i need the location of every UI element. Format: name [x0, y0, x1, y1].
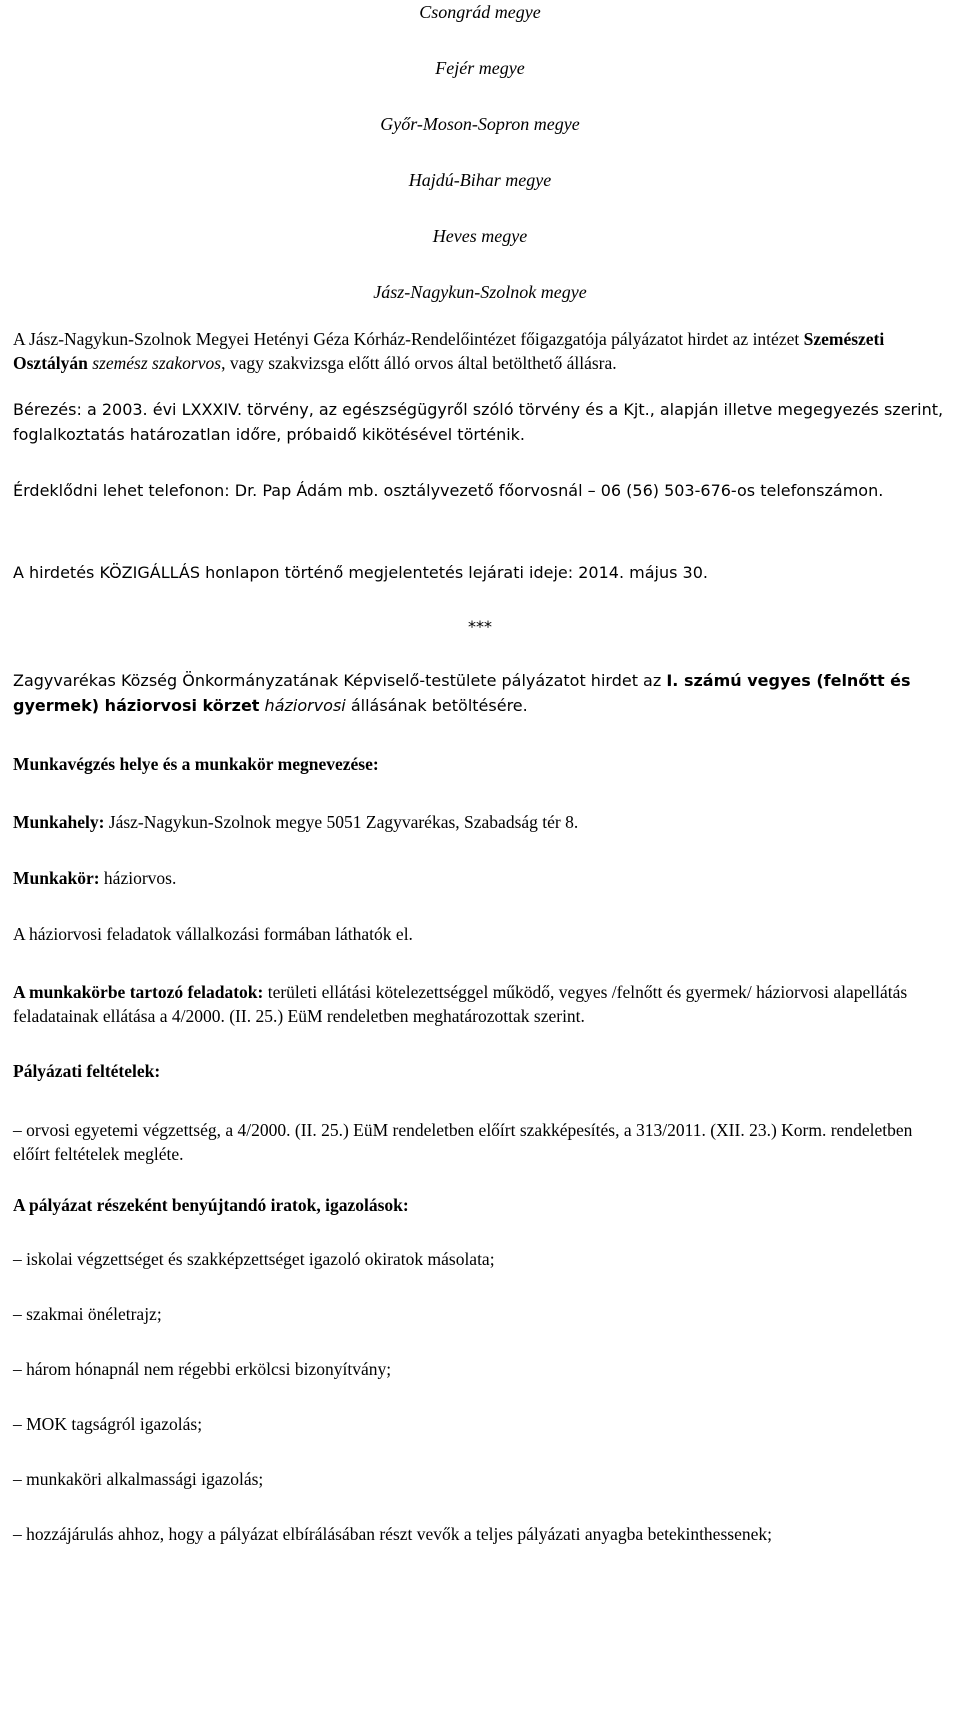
workplace-value: Jász-Nagykun-Szolnok megye 5051 Zagyvarékas, Szabadság tér 8. — [104, 812, 579, 832]
ad1-expiry-paragraph: A hirdetés KÖZIGÁLLÁS honlapon történő megjelentetés lejárati ideje: 2014. május 30. — [13, 563, 708, 582]
ad1-pay-law: törvény, az egészségügyről szóló törvény és a Kjt. — [247, 400, 650, 419]
ad1-position: szemész szakorvos — [92, 353, 222, 373]
ad2-district: I. számú vegyes (felnőtt és gyermek) háziorvosi körzet — [13, 671, 911, 715]
document-item: – hozzájárulás ahhoz, hogy a pályázat elbírálásában részt vevők a teljes pályázati anyagba betekinthessenek; — [13, 1524, 772, 1544]
workplace-label: Munkahely: — [13, 812, 105, 832]
section-heading-documents: A pályázat részeként benyújtandó iratok, igazolások: — [13, 1195, 409, 1215]
job-value: háziorvos. — [99, 868, 177, 888]
ad2-outro-text: állásának betöltésére. — [345, 696, 528, 715]
ad1-rest-text: , vagy szakvizsga előtt álló orvos által betölthető állásra. — [221, 353, 617, 373]
ad2-position: háziorvosi — [264, 696, 346, 715]
separator: *** — [468, 617, 492, 636]
ad1-contact-paragraph: Érdeklődni lehet telefonon: Dr. Pap Ádám mb. osztályvezető főorvosnál – 06 (56) 503-676-os telefonszámon. — [13, 481, 884, 500]
county-heading: Heves megye — [432, 226, 528, 246]
county-heading: Jász-Nagykun-Szolnok megye — [373, 282, 587, 302]
ad1-intro-text: A Jász-Nagykun-Szolnok Megyei Hetényi Géza Kórház-Rendelőintézet főigazgatója pályázatot hirdet az intézet — [13, 329, 804, 349]
job-label: Munkakör: — [13, 868, 100, 888]
ad2-intro-paragraph — [13, 668, 948, 718]
tasks-value: területi ellátási kötelezettséggel működő, vegyes /felnőtt és gyermek/ háziorvosi alapellátás feladatainak ellátása a 4/2000. (II. 25.) EüM rendeletben meghatározottak szerint. — [13, 982, 908, 1026]
document-item: – munkaköri alkalmassági igazolás; — [13, 1469, 264, 1489]
section-heading-conditions: Pályázati feltételek: — [13, 1061, 161, 1081]
tasks-paragraph — [13, 980, 948, 1028]
county-heading: Győr-Moson-Sopron megye — [380, 114, 580, 134]
document-item: – szakmai önéletrajz; — [13, 1304, 162, 1324]
ad1-pay-paragraph — [13, 397, 948, 447]
county-heading: Csongrád megye — [419, 2, 541, 22]
enterprise-line: A háziorvosi feladatok vállalkozási formában láthatók el. — [13, 924, 413, 944]
ad2-intro-text: Zagyvarékas Község Önkormányzatának Képviselő-testülete pályázatot hirdet az — [13, 671, 667, 690]
job-line — [13, 866, 948, 890]
document-item: – három hónapnál nem régebbi erkölcsi bizonyítvány; — [13, 1359, 392, 1379]
section-heading-workplace: Munkavégzés helye és a munkakör megnevezése: — [13, 754, 379, 774]
ad1-department: Szemészeti Osztályán — [13, 329, 885, 373]
tasks-label: A munkakörbe tartozó feladatok: — [13, 982, 264, 1002]
county-heading: Fejér megye — [435, 58, 525, 78]
county-heading: Hajdú-Bihar megye — [408, 170, 552, 190]
document-item: – iskolai végzettséget és szakképzettséget igazoló okiratok másolata; — [13, 1249, 495, 1269]
ad1-pay-rest: , alapján illetve megegyezés szerint, foglalkoztatás határozatlan időre, próbaidő kikötésével történik. — [13, 400, 944, 444]
workplace-line — [13, 810, 948, 834]
document-item: – MOK tagságról igazolás; — [13, 1414, 203, 1434]
ad1-intro-paragraph — [13, 327, 948, 375]
ad1-pay-text: Bérezés: a 2003. évi LXXXIV. — [13, 400, 248, 419]
condition-item: – orvosi egyetemi végzettség, a 4/2000. (II. 25.) EüM rendeletben előírt szakképesítés, a 313/2011. (XII. 23.) Korm. rendeletben előírt feltételek megléte. — [13, 1120, 913, 1164]
